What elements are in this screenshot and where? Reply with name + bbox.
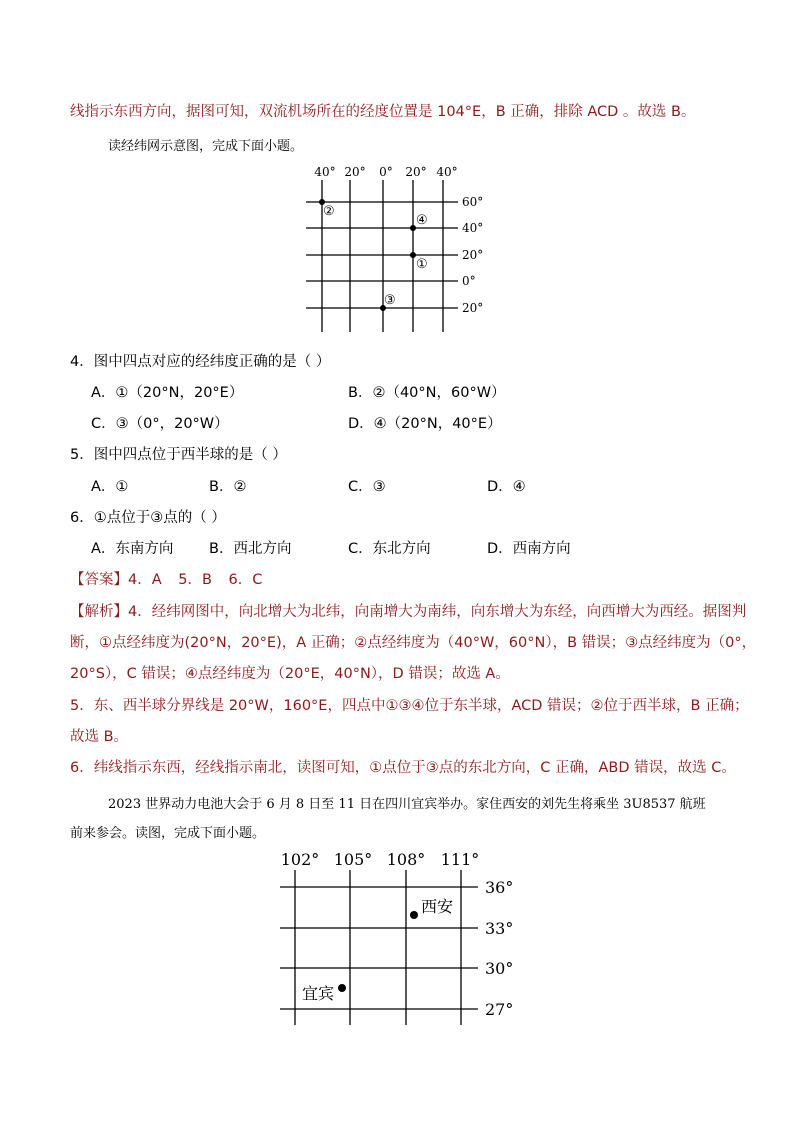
top-lon-label-1: 40° [314, 165, 336, 179]
right-lat-label-5: 20° [462, 301, 484, 315]
question-5-stem: 5．图中四点位于西半球的是（ ） [70, 447, 287, 463]
question-4-option-b: B．②（40°N，60°W） [348, 385, 506, 401]
right-lat-label-3: 20° [462, 248, 484, 262]
answer-label: 【答案】 [70, 572, 128, 588]
intro-text-2-line-1: 2023 世界动力电池大会于 6 月 8 日至 11 日在四川宜宾举办。家住西安的刘先生将乘坐 3U8537 航班 [108, 797, 706, 812]
xian-dot [410, 911, 418, 919]
yibin-dot [338, 984, 346, 992]
intro-text-1: 读经纬网示意图，完成下面小题。 [108, 139, 304, 154]
point-4-label: ④ [416, 213, 428, 228]
answer-text: 4．A 5．B 6．C [128, 572, 263, 588]
top-lon-label-111: 111° [440, 850, 480, 869]
lat-lon-grid-1 [300, 160, 500, 335]
question-4-option-d: D．④（20°N，40°E） [348, 416, 502, 432]
prev-explanation-tail: 线指示东西方向，据图可知，双流机场所在的经度位置是 104°E，B 正确，排除 ACD 。故选 B。 [70, 104, 696, 120]
analysis-line-4: 5．东、西半球分界线是 20°W，160°E，四点中①③④位于东半球，ACD 错误；②位于西半球，B 正确； [70, 698, 749, 714]
right-lat-label-1: 60° [462, 195, 484, 209]
question-5-option-d: D．④ [487, 479, 526, 495]
top-lon-label-102: 102° [280, 850, 320, 869]
top-lon-label-105: 105° [333, 850, 373, 869]
point-1-label: ① [416, 257, 428, 272]
analysis-line-5: 故选 B。 [70, 729, 129, 745]
right-lat-label-30: 30° [485, 959, 514, 978]
top-lon-label-5: 40° [436, 165, 458, 179]
question-4-stem: 4．图中四点对应的经纬度正确的是（ ） [70, 354, 331, 370]
question-5-option-a: A．① [91, 479, 129, 495]
top-lon-label-4: 20° [405, 165, 427, 179]
question-6-stem: 6．①点位于③点的（ ） [70, 510, 226, 526]
question-6-option-c: C．东北方向 [348, 541, 431, 557]
analysis-line-6: 6．纬线指示东西，经线指示南北，读图可知，①点位于③点的东北方向，C 正确，ABD 错误，故选 C。 [70, 760, 736, 776]
right-lat-label-33: 33° [485, 919, 514, 938]
analysis-line-3: 20°S），C 错误；④点经纬度为（20°E，40°N），D 错误；故选 A。 [70, 666, 510, 682]
analysis-text-1: 4．经纬网图中，向北增大为北纬，向南增大为南纬，向东增大为东经，向西增大为西经。据图判 [128, 604, 747, 620]
point-3-label: ③ [384, 293, 396, 308]
question-6-option-b: B．西北方向 [209, 541, 292, 557]
right-lat-label-4: 0° [462, 274, 476, 288]
question-5-option-c: C．③ [348, 479, 386, 495]
top-lon-label-3: 0° [379, 165, 393, 179]
analysis-label: 【解析】 [70, 604, 128, 620]
top-lon-label-108: 108° [386, 850, 426, 869]
analysis-line-1 [70, 602, 746, 622]
analysis-line-2: 断，①点经纬度为(20°N，20°E)，A 正确；②点经纬度为（40°W，60°N），B 错误；③点经纬度为（0°， [70, 635, 757, 651]
answer-line [70, 570, 262, 590]
xian-label: 西安 [421, 897, 454, 916]
lat-lon-grid-2 [280, 845, 540, 1030]
point-2-label: ② [323, 204, 335, 219]
question-5-option-b: B．② [209, 479, 247, 495]
question-6-option-d: D．西南方向 [487, 541, 571, 557]
right-lat-label-2: 40° [462, 221, 484, 235]
question-4-option-a: A．①（20°N，20°E） [91, 385, 244, 401]
question-6-option-a: A．东南方向 [91, 541, 174, 557]
right-lat-label-27: 27° [485, 1000, 514, 1019]
top-lon-label-2: 20° [344, 165, 366, 179]
yibin-label: 宜宾 [302, 984, 335, 1003]
intro-text-2-line-2: 前来参会。读图，完成下面小题。 [70, 826, 266, 841]
question-4-option-c: C．③（0°，20°W） [91, 416, 229, 432]
right-lat-label-36: 36° [485, 878, 514, 897]
